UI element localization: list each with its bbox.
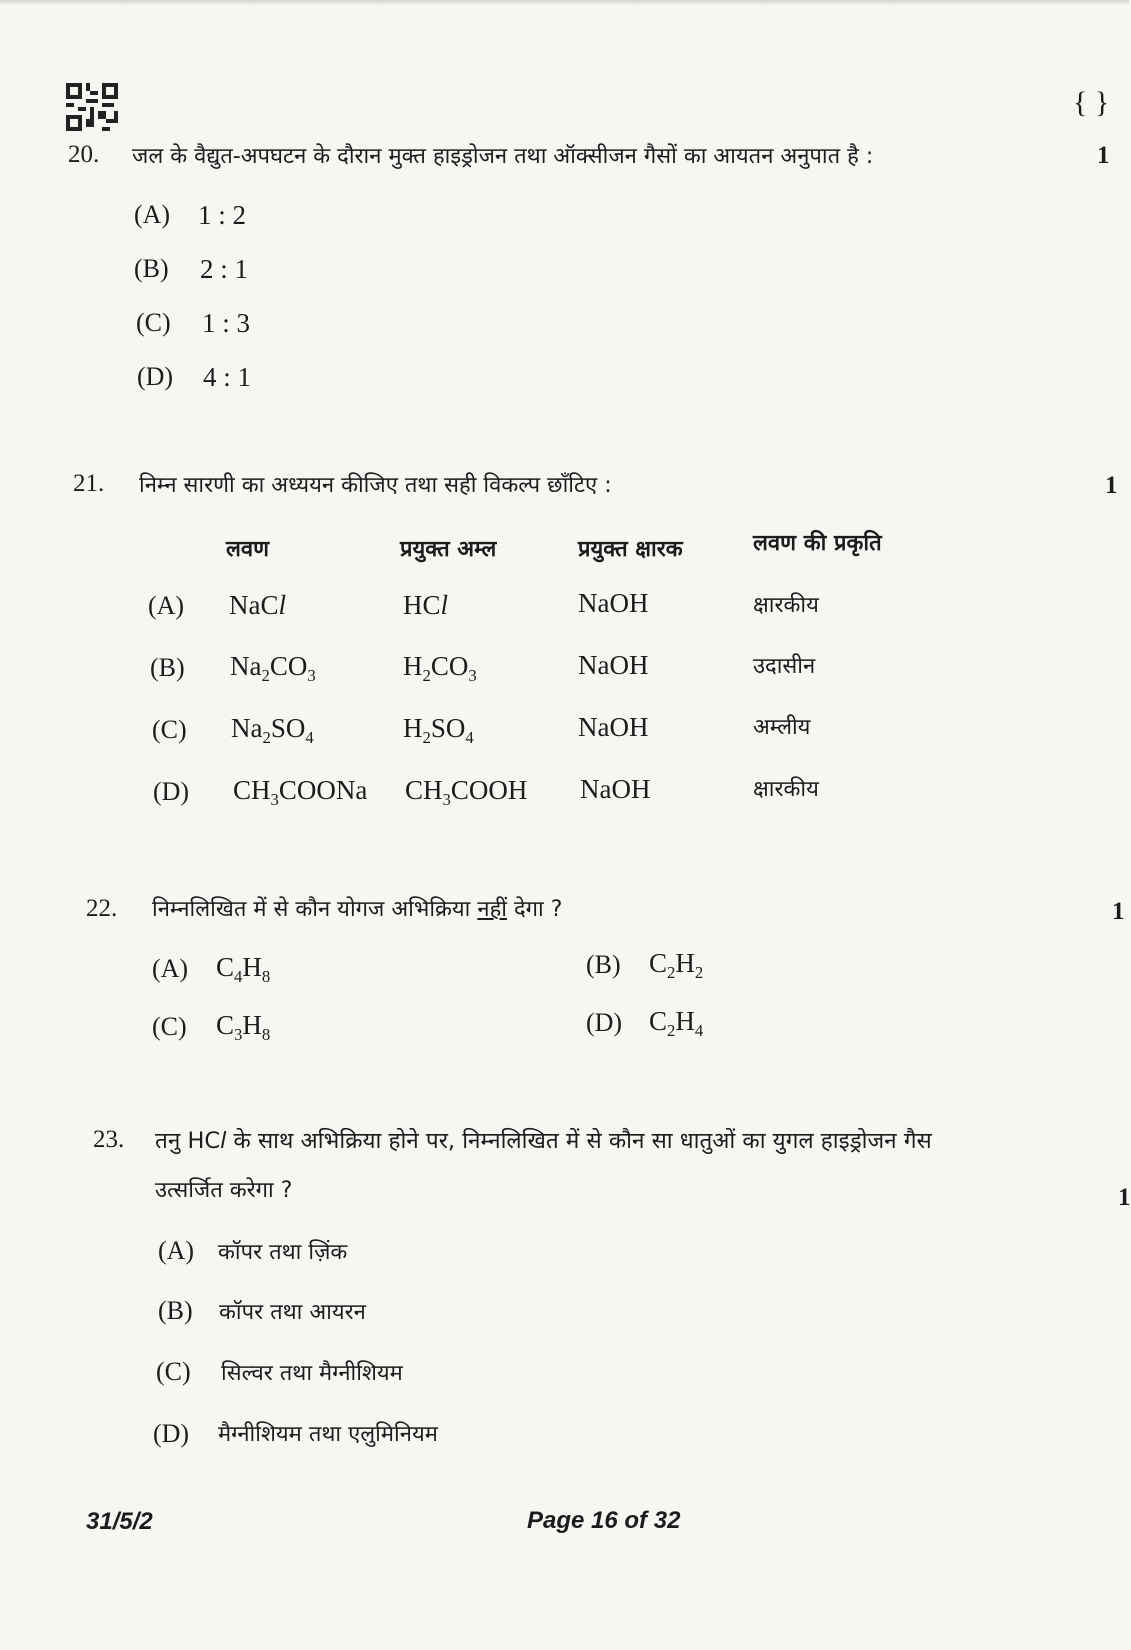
row-label: (C) [152,715,187,744]
emphasis-underlined: नहीं [477,897,507,922]
base-cell: NaOH [580,774,651,804]
table-header-acid: प्रयुक्त अम्ल [400,537,497,562]
option-label: (A) [134,200,171,229]
option-label: (B) [134,254,169,283]
question-text: निम्न सारणी का अध्ययन कीजिए तथा सही विकल्प छाँटिए : [139,473,612,498]
option-label: (C) [136,308,171,337]
question-text-line2: उत्सर्जित करेगा ? [155,1178,293,1203]
question-marks: 1 [1097,142,1110,169]
row-label: (B) [150,653,185,682]
question-marks: 1 [1112,898,1125,925]
qr-code-icon [66,83,118,131]
option-text: 4 : 1 [203,362,252,392]
nature-cell: क्षारकीय [753,593,819,618]
option-label: (B) [586,950,621,979]
acid-cell: $H_2SO_4$ [403,713,474,747]
question-marks: 1 [1105,472,1118,499]
question-number: 20. [68,141,100,168]
option-label: (D) [586,1008,623,1037]
option-text: सिल्वर तथा मैग्नीशियम [221,1361,403,1386]
option-text: 2 : 1 [200,254,249,284]
option-label: (C) [152,1012,187,1041]
paper-code: 31/5/2 [86,1508,153,1535]
table-header-base: प्रयुक्त क्षारक [578,537,683,562]
page-number: Page 16 of 32 [527,1507,681,1534]
question-text-line1: तनु HCl के साथ अभिक्रिया होने पर, निम्नलिखित में से कौन सा धातुओं का युगल हाइड्रोजन गैस [155,1128,932,1154]
page-top-shadow [0,0,1129,6]
option-text: कॉपर तथा ज़िंक [218,1240,348,1265]
nature-cell: उदासीन [753,654,816,679]
nature-cell: अम्लीय [753,715,811,740]
option-text: मैग्नीशियम तथा एलुमिनियम [218,1422,438,1447]
option-text: $C_2H_4$ [649,1006,704,1040]
option-text: 1 : 3 [202,308,251,338]
row-label: (D) [153,777,190,806]
salt-cell: $Na_2SO_4$ [231,713,314,747]
option-label: (B) [158,1296,193,1325]
question-number: 23. [93,1126,125,1153]
question-text: निम्नलिखित में से कौन योगज अभिक्रिया नहीं देगा ? [152,897,563,922]
salt-cell: NaCl [229,590,287,620]
question-text: जल के वैद्युत-अपघटन के दौरान मुक्त हाइड्रोजन तथा ऑक्सीजन गैसों का आयतन अनुपात है : [132,144,874,169]
salt-cell: $CH_3COONa$ [233,775,368,809]
option-text: $C_2H_2$ [649,948,704,982]
option-label: (D) [153,1419,190,1448]
base-cell: NaOH [578,588,649,618]
option-text: $C_3H_8$ [216,1010,271,1044]
nature-cell: क्षारकीय [753,777,819,802]
row-label: (A) [148,591,185,620]
base-cell: NaOH [578,712,649,742]
option-text: 1 : 2 [198,200,247,230]
option-text: कॉपर तथा आयरन [219,1300,366,1325]
option-label: (A) [152,954,189,983]
option-label: (C) [156,1357,191,1386]
brace-symbol: { } [1073,86,1110,119]
option-text: $C_4H_8$ [216,952,271,986]
base-cell: NaOH [578,650,649,680]
table-header-salt: लवण [226,537,270,562]
acid-cell: $CH_3COOH$ [405,775,528,809]
acid-cell: HCl [403,590,449,620]
salt-cell: $Na_2CO_3$ [230,651,316,685]
option-label: (D) [137,362,174,391]
table-header-nature: लवण की प्रकृति [753,531,882,556]
acid-cell: $H_2CO_3$ [403,651,477,685]
question-number: 21. [73,470,105,497]
option-label: (A) [158,1236,195,1265]
question-number: 22. [86,895,118,922]
question-marks: 1 [1118,1184,1131,1211]
